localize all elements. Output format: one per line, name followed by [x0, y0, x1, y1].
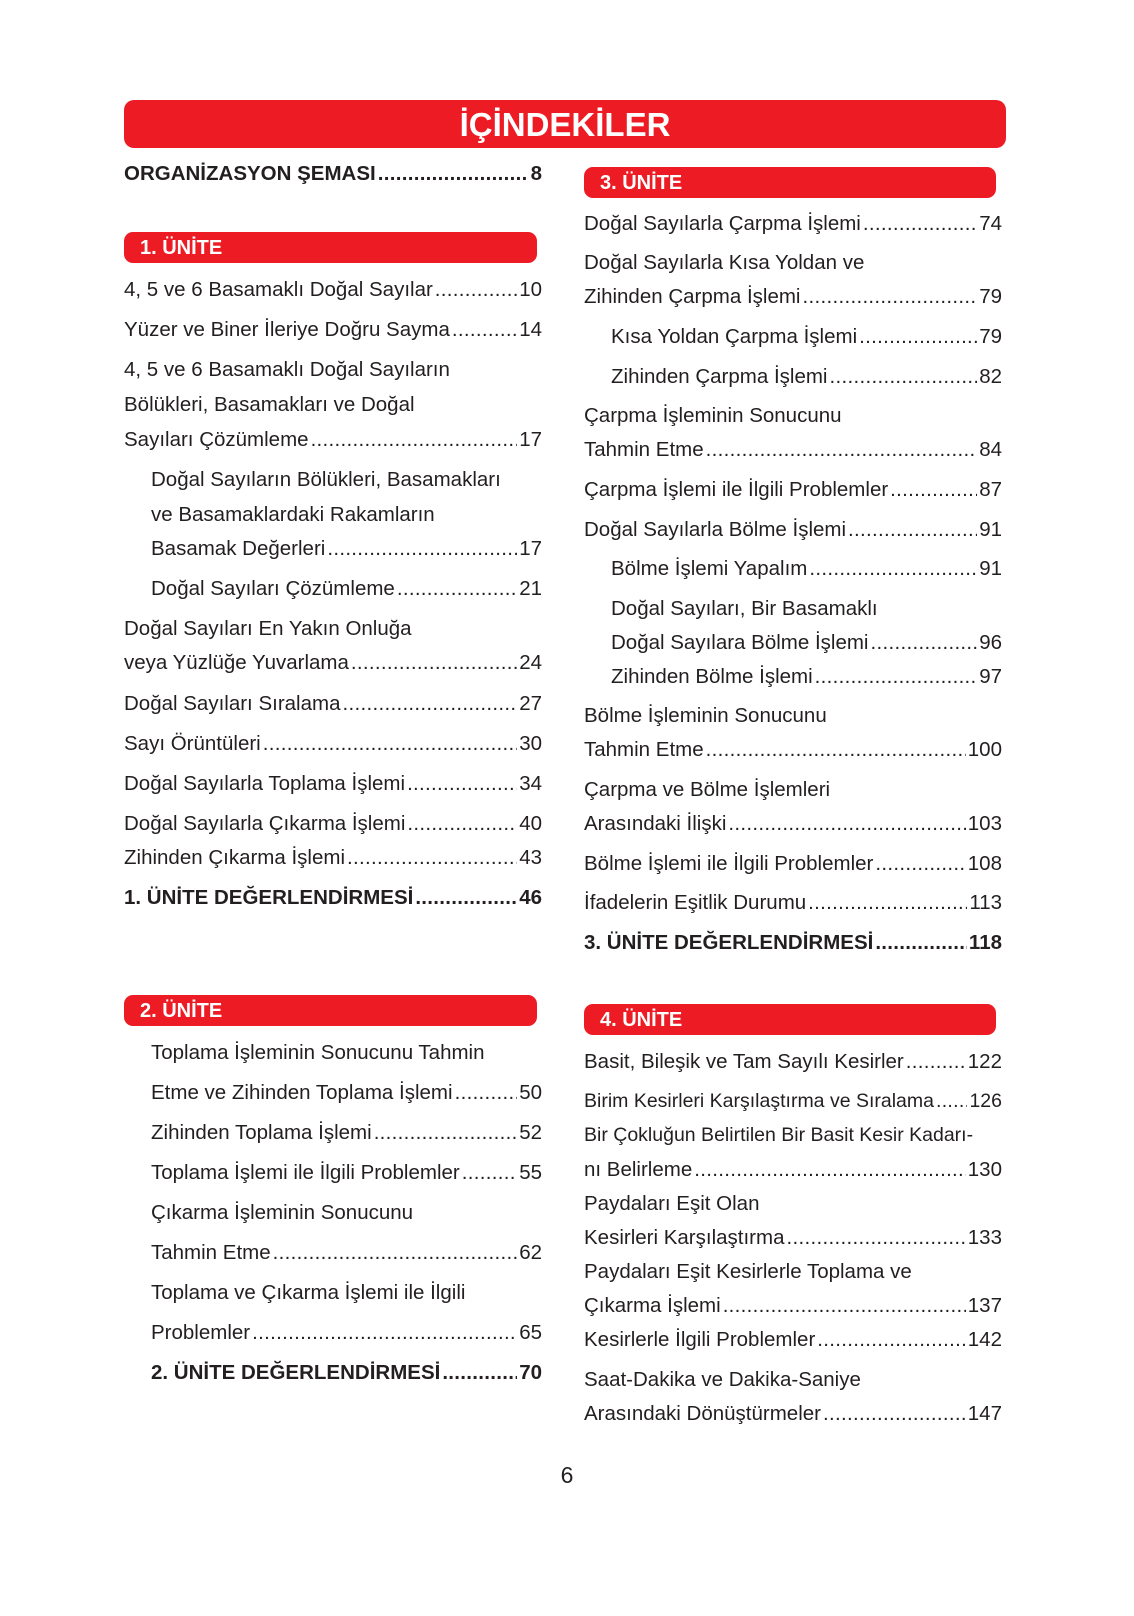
toc-entry-page: 62	[519, 1241, 542, 1264]
toc-entry[interactable]	[124, 318, 542, 342]
toc-entry-label: 1. ÜNİTE DEĞERLENDİRMESİ	[124, 886, 414, 909]
toc-entry-label: 2. ÜNİTE DEĞERLENDİRMESİ	[151, 1361, 441, 1384]
toc-entry-label: Sayıları Çözümleme	[124, 428, 309, 451]
leader-dots	[875, 852, 965, 876]
toc-entry-label: Doğal Sayılara Bölme İşlemi	[611, 631, 869, 654]
toc-entry-label: Toplama İşlemi ile İlgili Problemler	[151, 1161, 460, 1184]
toc-entry[interactable]	[611, 665, 1002, 689]
toc-entry-label: Etme ve Zihinden Toplama İşlemi	[151, 1081, 453, 1104]
toc-entry[interactable]	[584, 438, 1002, 462]
toc-entry-page: 118	[968, 931, 1002, 954]
leader-dots	[906, 1050, 966, 1074]
toc-entry-page: 43	[519, 846, 542, 869]
toc-entry-page: 74	[979, 212, 1002, 235]
toc-entry[interactable]	[151, 1081, 542, 1105]
toc-entry-page: 10	[519, 278, 542, 301]
toc-entry[interactable]	[124, 772, 542, 796]
toc-entry[interactable]	[584, 931, 1002, 955]
leader-dots	[787, 1226, 966, 1250]
toc-entry[interactable]	[584, 212, 1002, 236]
leader-dots	[890, 478, 977, 502]
toc-entry-page: 65	[519, 1321, 542, 1344]
toc-entry-page: 55	[519, 1161, 542, 1184]
toc-entry[interactable]	[584, 812, 1002, 836]
toc-entry-line: Çıkarma İşleminin Sonucunu	[151, 1201, 414, 1224]
toc-entry[interactable]	[584, 1090, 1002, 1113]
toc-entry-line: Doğal Sayıları En Yakın Onluğa	[124, 617, 412, 640]
toc-entry-page: 142	[967, 1328, 1002, 1351]
toc-entry[interactable]	[124, 278, 542, 302]
toc-entry-line: Saat-Dakika ve Dakika-Saniye	[584, 1368, 861, 1391]
leader-dots	[936, 1090, 967, 1113]
toc-entry-page: 108	[967, 852, 1002, 875]
leader-dots	[829, 365, 977, 389]
page-number: 6	[560, 1462, 574, 1488]
toc-entry-line: Doğal Sayıların Bölükleri, Basamakları	[151, 468, 501, 491]
toc-entry-page: 96	[979, 631, 1002, 654]
toc-entry-label: Doğal Sayıları Çözümleme	[151, 577, 395, 600]
leader-dots	[407, 812, 517, 836]
toc-entry[interactable]	[151, 537, 542, 561]
leader-dots	[694, 1158, 966, 1182]
toc-entry-label: Kesirlerle İlgili Problemler	[584, 1328, 816, 1351]
toc-entry-page: 79	[979, 285, 1002, 308]
toc-entry-label: Yüzer ve Biner İleriye Doğru Sayma	[124, 318, 450, 341]
toc-entry[interactable]	[151, 1361, 542, 1385]
toc-entry-page: 17	[519, 537, 542, 560]
leader-dots	[378, 162, 529, 186]
toc-entry[interactable]	[584, 852, 1002, 876]
toc-entry-label: Problemler	[151, 1321, 251, 1344]
toc-entry-page: 103	[967, 812, 1002, 835]
toc-entry[interactable]	[611, 325, 1002, 349]
toc-entry[interactable]	[151, 1121, 542, 1145]
toc-entry-label: Arasındaki İlişki	[584, 812, 727, 835]
toc-entry-page: 91	[979, 518, 1002, 541]
toc-entry-label: Kısa Yoldan Çarpma İşlemi	[611, 325, 858, 348]
toc-entry-label: Doğal Sayılarla Bölme İşlemi	[584, 518, 847, 541]
toc-entry-page: 122	[967, 1050, 1002, 1073]
toc-entry-label: Zihinden Toplama İşlemi	[151, 1121, 372, 1144]
toc-entry-label: Kesirleri Karşılaştırma	[584, 1226, 785, 1249]
toc-entry-page: 40	[519, 812, 542, 835]
toc-entry-label: nı Belirleme	[584, 1158, 693, 1181]
toc-entry-label: Zihinden Çarpma İşlemi	[584, 285, 801, 308]
leader-dots	[435, 278, 517, 302]
leader-dots	[723, 1294, 966, 1318]
toc-entry-page: 50	[519, 1081, 542, 1104]
toc-entry-label: Sayı Örüntüleri	[124, 732, 261, 755]
toc-entry[interactable]	[124, 162, 542, 186]
toc-entry-line: Doğal Sayıları, Bir Basamaklı	[611, 597, 878, 620]
toc-entry[interactable]	[584, 518, 1002, 542]
toc-entry-label: Arasındaki Dönüştürmeler	[584, 1402, 821, 1425]
toc-entry[interactable]	[584, 1294, 1002, 1318]
toc-entry[interactable]	[124, 732, 542, 756]
unit-1-heading: 1. ÜNİTE	[124, 232, 537, 263]
toc-entry-label: Basamak Değerleri	[151, 537, 326, 560]
toc-entry[interactable]	[584, 1226, 1002, 1250]
toc-entry-label: Tahmin Etme	[584, 438, 704, 461]
toc-entry-page: 8	[530, 162, 542, 185]
toc-entry-page: 17	[519, 428, 542, 451]
toc-entry-label: 4, 5 ve 6 Basamaklı Doğal Sayılar	[124, 278, 433, 301]
toc-entry-page: 130	[967, 1158, 1002, 1181]
leader-dots	[311, 428, 518, 452]
toc-entry[interactable]	[124, 692, 542, 716]
toc-entry[interactable]	[611, 365, 1002, 389]
toc-entry[interactable]	[584, 891, 1002, 915]
toc-entry-line: 4, 5 ve 6 Basamaklı Doğal Sayıların	[124, 358, 450, 381]
toc-entry[interactable]	[124, 428, 542, 452]
toc-entry-line: Bir Çokluğun Belirtilen Bir Basit Kesir Kadarı-	[584, 1124, 974, 1146]
toc-entry-label: Tahmin Etme	[584, 738, 704, 761]
toc-entry-line: Çarpma İşleminin Sonucunu	[584, 404, 842, 427]
toc-entry-line: Paydaları Eşit Kesirlerle Toplama ve	[584, 1260, 912, 1283]
toc-entry[interactable]	[584, 1158, 1002, 1182]
toc-entry-page: 30	[519, 732, 542, 755]
toc-entry[interactable]	[124, 812, 542, 836]
toc-entry[interactable]	[611, 631, 1002, 655]
leader-dots	[252, 1321, 517, 1345]
toc-entry-line: Toplama İşleminin Sonucunu Tahmin	[151, 1041, 485, 1064]
toc-entry[interactable]	[584, 738, 1002, 762]
toc-entry-label: Doğal Sayılarla Çarpma İşlemi	[584, 212, 861, 235]
toc-entry-page: 126	[969, 1090, 1002, 1112]
toc-entry-page: 100	[967, 738, 1002, 761]
toc-entry-page: 79	[979, 325, 1002, 348]
toc-entry-page: 14	[519, 318, 542, 341]
leader-dots	[823, 1402, 966, 1426]
toc-entry-page: 46	[519, 886, 542, 909]
leader-dots	[871, 631, 978, 655]
unit-3-heading: 3. ÜNİTE	[584, 167, 996, 198]
leader-dots	[462, 1161, 517, 1185]
toc-entry-label: Basit, Bileşik ve Tam Sayılı Kesirler	[584, 1050, 904, 1073]
toc-entry-line: Bölükleri, Basamakları ve Doğal	[124, 393, 415, 416]
leader-dots	[809, 557, 977, 581]
toc-entry-line: Doğal Sayılarla Kısa Yoldan ve	[584, 251, 865, 274]
leader-dots	[263, 732, 517, 756]
leader-dots	[817, 1328, 966, 1352]
leader-dots	[728, 812, 965, 836]
leader-dots	[407, 772, 517, 796]
toc-entry[interactable]	[124, 846, 542, 870]
toc-entry-page: 113	[969, 891, 1002, 914]
toc-entry-label: Zihinden Çarpma İşlemi	[611, 365, 828, 388]
toc-entry-line: Bölme İşleminin Sonucunu	[584, 704, 827, 727]
unit-4-heading: 4. ÜNİTE	[584, 1004, 996, 1035]
leader-dots	[342, 692, 517, 716]
toc-entry-page: 137	[967, 1294, 1002, 1317]
toc-entry-page: 27	[519, 692, 542, 715]
toc-entry-label: ORGANİZASYON ŞEMASI	[124, 162, 376, 185]
toc-entry[interactable]	[151, 1161, 542, 1185]
toc-entry[interactable]	[584, 1050, 1002, 1074]
leader-dots	[415, 886, 517, 910]
toc-entry-label: Bölme İşlemi ile İlgili Problemler	[584, 852, 874, 875]
leader-dots	[808, 891, 967, 915]
toc-entry-line: Paydaları Eşit Olan	[584, 1192, 760, 1215]
toc-entry-page: 84	[979, 438, 1002, 461]
toc-entry-page: 70	[519, 1361, 542, 1384]
page-title: İÇİNDEKİLER	[124, 100, 1006, 148]
toc-entry[interactable]	[151, 577, 542, 601]
leader-dots	[848, 518, 977, 542]
toc-entry-page: 87	[979, 478, 1002, 501]
leader-dots	[397, 577, 517, 601]
toc-entry-page: 97	[979, 665, 1002, 688]
toc-entry-page: 91	[979, 557, 1002, 580]
toc-entry-page: 82	[979, 365, 1002, 388]
toc-entry-label: Çıkarma İşlemi	[584, 1294, 721, 1317]
toc-entry-page: 133	[967, 1226, 1002, 1249]
leader-dots	[273, 1241, 518, 1265]
toc-entry[interactable]	[584, 1402, 1002, 1426]
toc-entry-label: Bölme İşlemi Yapalım	[611, 557, 808, 580]
toc-entry[interactable]	[584, 285, 1002, 309]
leader-dots	[863, 212, 977, 236]
toc-entry-page: 34	[519, 772, 542, 795]
leader-dots	[706, 738, 966, 762]
leader-dots	[859, 325, 977, 349]
leader-dots	[347, 846, 517, 870]
toc-entry-label: 3. ÜNİTE DEĞERLENDİRMESİ	[584, 931, 874, 954]
leader-dots	[351, 651, 517, 675]
toc-entry[interactable]	[611, 557, 1002, 581]
toc-entry-label: Tahmin Etme	[151, 1241, 271, 1264]
toc-entry-line: Çarpma ve Bölme İşlemleri	[584, 778, 831, 801]
toc-entry-page: 24	[519, 651, 542, 674]
unit-2-heading: 2. ÜNİTE	[124, 995, 537, 1026]
toc-entry-line: Toplama ve Çıkarma İşlemi ile İlgili	[151, 1281, 466, 1304]
toc-entry[interactable]	[124, 886, 542, 910]
toc-entry[interactable]	[584, 1328, 1002, 1352]
toc-entry[interactable]	[151, 1241, 542, 1265]
toc-entry-label: veya Yüzlüğe Yuvarlama	[124, 651, 349, 674]
toc-entry-page: 52	[519, 1121, 542, 1144]
leader-dots	[455, 1081, 518, 1105]
toc-entry-label: Çarpma İşlemi ile İlgili Problemler	[584, 478, 889, 501]
toc-entry-label: Zihinden Çıkarma İşlemi	[124, 846, 346, 869]
toc-entry-label: Doğal Sayılarla Toplama İşlemi	[124, 772, 406, 795]
toc-entry-label: İfadelerin Eşitlik Durumu	[584, 891, 807, 914]
leader-dots	[802, 285, 977, 309]
toc-entry[interactable]	[124, 651, 542, 675]
leader-dots	[706, 438, 978, 462]
toc-entry[interactable]	[584, 478, 1002, 502]
toc-entry-page: 147	[967, 1402, 1002, 1425]
toc-entry[interactable]	[151, 1321, 542, 1345]
leader-dots	[442, 1361, 517, 1385]
leader-dots	[374, 1121, 518, 1145]
toc-entry-label: Birim Kesirleri Karşılaştırma ve Sıralama	[584, 1090, 934, 1112]
toc-entry-label: Doğal Sayıları Sıralama	[124, 692, 341, 715]
toc-entry-label: Zihinden Bölme İşlemi	[611, 665, 813, 688]
toc-entry-line: ve Basamaklardaki Rakamların	[151, 503, 435, 526]
leader-dots	[327, 537, 517, 561]
toc-entry-page: 21	[519, 577, 542, 600]
leader-dots	[875, 931, 967, 955]
leader-dots	[815, 665, 978, 689]
leader-dots	[452, 318, 517, 342]
toc-entry-label: Doğal Sayılarla Çıkarma İşlemi	[124, 812, 406, 835]
